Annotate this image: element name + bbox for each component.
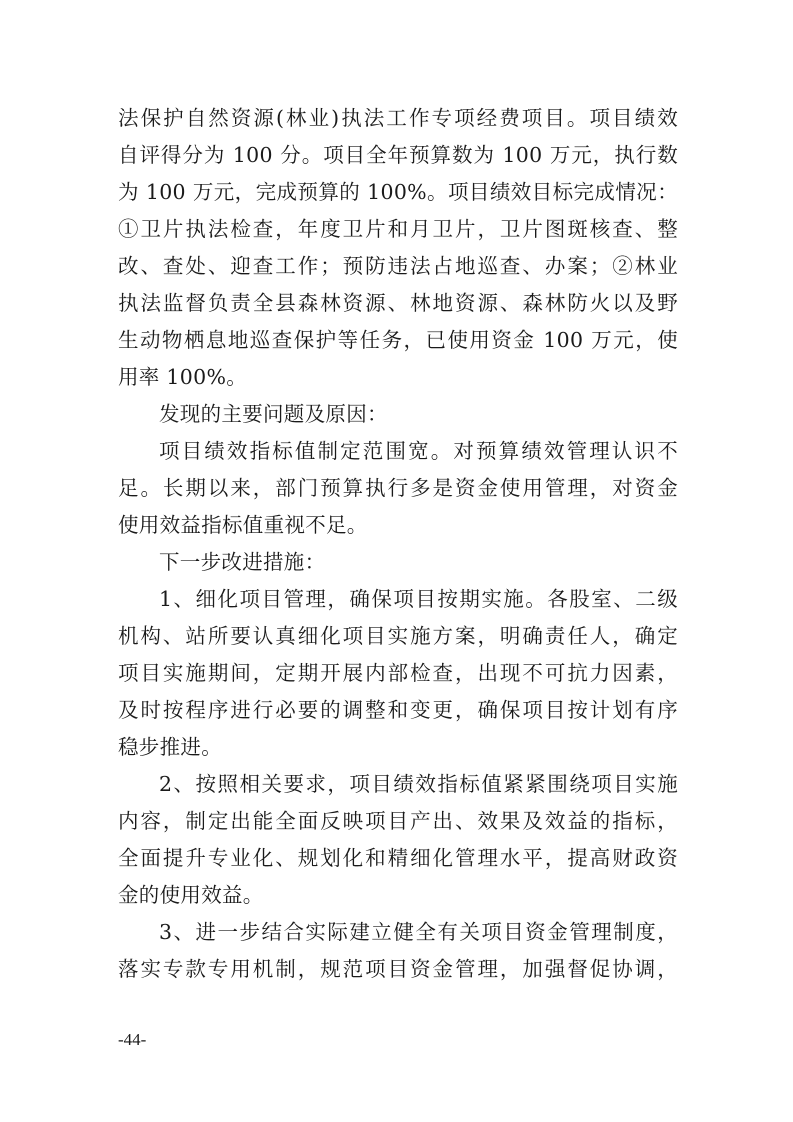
page-number: -44- <box>118 1030 147 1049</box>
text-line: 使用效益指标值重视不足。 <box>118 513 368 537</box>
text-line: 自评得分为 100 分。项目全年预算数为 100 万元，执行数 <box>118 143 678 167</box>
text-line: 及时按程序进行必要的调整和变更，确保项目按计划有序 <box>118 698 678 722</box>
text-line: 改、查处、迎查工作；预防违法占地巡查、办案；②林业 <box>118 254 678 278</box>
text-line: 落实专款专用机制，规范项目资金管理，加强督促协调， <box>118 957 678 981</box>
text-line: 执法监督负责全县森林资源、林地资源、森林防火以及野 <box>118 291 678 315</box>
body-text <box>118 100 678 988</box>
text-line: 稳步推进。 <box>118 735 222 759</box>
section-heading-problems: 发现的主要问题及原因： <box>159 402 388 426</box>
text-line: 足。长期以来，部门预算执行多是资金使用管理，对资金 <box>118 476 678 500</box>
text-line: 金的使用效益。 <box>118 883 264 907</box>
text-line: 全面提升专业化、规划化和精细化管理水平，提高财政资 <box>118 846 678 870</box>
text-line: 项目绩效指标值制定范围宽。对预算绩效管理认识不 <box>159 439 678 463</box>
text-line: 法保护自然资源(林业)执法工作专项经费项目。项目绩效 <box>118 106 678 130</box>
text-line: 内容，制定出能全面反映项目产出、效果及效益的指标， <box>118 809 678 833</box>
text-line: 用率 100%。 <box>118 365 248 389</box>
text-line: 生动物栖息地巡查保护等任务，已使用资金 100 万元，使 <box>118 328 678 352</box>
text-line: 项目实施期间，定期开展内部检查，出现不可抗力因素， <box>118 661 678 685</box>
text-line: 2、按照相关要求，项目绩效指标值紧紧围绕项目实施 <box>159 772 678 796</box>
section-heading-improvements: 下一步改进措施： <box>159 550 326 574</box>
text-line: 3、进一步结合实际建立健全有关项目资金管理制度， <box>159 920 678 944</box>
text-line: ①卫片执法检查，年度卫片和月卫片，卫片图斑核查、整 <box>118 217 678 241</box>
text-line: 机构、站所要认真细化项目实施方案，明确责任人，确定 <box>118 624 678 648</box>
text-line: 1、细化项目管理，确保项目按期实施。各股室、二级 <box>159 587 678 611</box>
text-line: 为 100 万元，完成预算的 100%。项目绩效目标完成情况： <box>118 180 678 204</box>
